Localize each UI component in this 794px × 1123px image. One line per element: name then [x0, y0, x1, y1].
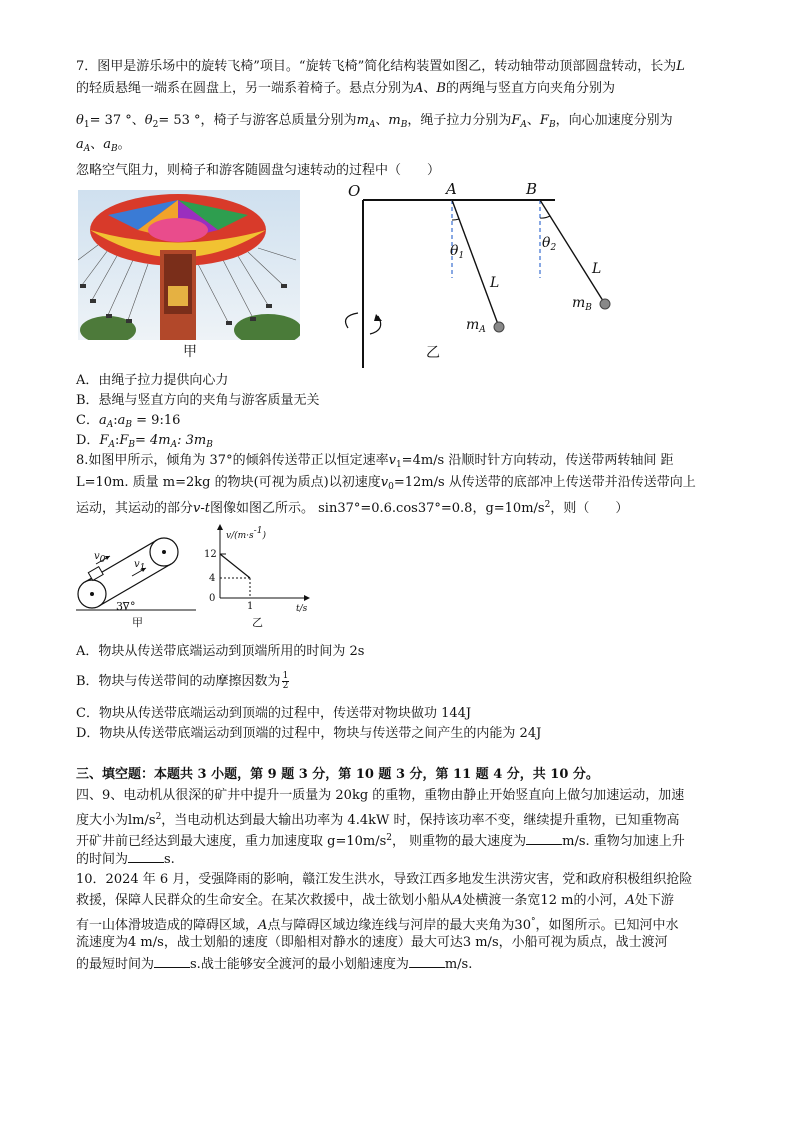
- length-label-a: L: [490, 275, 500, 291]
- q8-line3: 运动，其运动的部分v-t图像如图乙所示。 sin37°=0.6.cos37°=0.8，$g=10m/s^2$，则（ ）: [76, 500, 629, 516]
- q9-line3: 开矿井前已经达到最大速度，重力加速度取 $g=10m/s^2$， 则重物的最大速度为 m/s. 重物匀加速上升: [76, 833, 685, 849]
- theta2-label: $\theta_2$: [542, 235, 557, 253]
- q7-line4: $a_A$、$a_B$。: [76, 137, 131, 154]
- q7-option-a: A．由绳子拉力提供向心力: [76, 373, 229, 388]
- point-a-label: A: [446, 180, 457, 198]
- point-o-label: O: [348, 182, 361, 200]
- mass-a-label: $m_A$: [466, 317, 486, 335]
- vt-tick-12: 12: [204, 549, 217, 560]
- photo-caption: 甲: [183, 344, 197, 360]
- conveyor-figure: [76, 530, 196, 630]
- q8-line1: 8.如图甲所示，倾角为 37°的倾斜传送带正以恒定速率$v_1=4m/s$ 沿顺时针方向转动，传送带两转轴间 距: [76, 453, 674, 470]
- conveyor-caption: 甲: [132, 616, 143, 629]
- q9-line2: 度大小为$lm/s^2$，当电动机达到最大输出功率为 4.4kW 时，保持该功率不变，继续提升重物，已知重物高: [76, 812, 680, 828]
- q8-option-c: C．物块从传送带底端运动到顶端的过程中，传送带对物块做功 144J: [76, 706, 472, 721]
- mass-b-label: $m_B$: [572, 295, 592, 313]
- q9-line1: 四、9、电动机从很深的矿井中提升一质量为 20kg 的重物，重物由静止开始竖直向上做匀加速运动，加速: [76, 788, 685, 803]
- q9-line4: 的时间为 s.: [76, 852, 175, 867]
- vt-tick-1: 1: [247, 601, 254, 612]
- q7-option-b: B．悬绳与竖直方向的夹角与游客质量无关: [76, 393, 320, 408]
- q9-blank-2[interactable]: [128, 850, 164, 863]
- theta1-label: $\theta_1$: [450, 243, 465, 261]
- vt-tick-4: 4: [209, 573, 216, 584]
- q7-line3: $\theta_1= 37$ °、$\theta_2= 53$ °，椅子与游客总质量分别为$m_A$、$m_B$，绳子拉力分别为$F_A$、$F_B$，向心加速度分别为: [76, 113, 673, 130]
- q7-line1: 7．图甲是游乐场中的旋转飞椅”项目。“旋转飞椅”简化结构装置如图乙，转动轴带动顶部圆盘转动，长为L: [76, 59, 685, 74]
- q7-option-c: C．$a_A:a_B$ = 9:16: [76, 413, 181, 430]
- v1-label: $v_1$: [134, 559, 146, 573]
- vt-ylabel: $v/(m\cdot s^{-1})$: [226, 526, 266, 541]
- q9-blank-1[interactable]: [526, 832, 562, 845]
- q8-option-b: B．物块与传送带间的动摩擦因数为 $\frac{1}{2}$: [76, 671, 289, 691]
- swing-diagram: [330, 178, 630, 370]
- length-label-b: L: [592, 261, 602, 277]
- q10-blank-1[interactable]: [154, 955, 190, 968]
- angle-label: 37°: [116, 600, 136, 613]
- q10-line3: 有一山体滑坡造成的障碍区域，A点与障碍区域边缘连线与河岸的最大夹角为30°，如图所示。已知河中水: [76, 917, 679, 933]
- q10-line4: 流速度为4 m/s，战士划船的速度（即船相对静水的速度）最大可达3 m/s，小船可视为质点，战士渡河: [76, 935, 668, 950]
- vt-graph: [200, 520, 320, 630]
- q7-line5: 忽略空气阻力，则椅子和游客随圆盘匀速转动的过程中（ ）: [76, 163, 441, 178]
- q7-line2: 的轻质悬绳一端系在圆盘上，另一端系着椅子。悬点分别为A、B的两绳与竖直方向夹角分别为: [76, 81, 615, 96]
- q10-line5: 的最短时间为 s.战士能够安全渡河的最小划船速度为 m/s.: [76, 957, 473, 972]
- q10-blank-2[interactable]: [409, 955, 445, 968]
- q10-line2: 救援，保障人民群众的生命安全。在某次救援中，战士欲划小船从A处横渡一条宽12 m的小河，A处下游: [76, 893, 674, 908]
- vt-caption: 乙: [252, 616, 263, 629]
- vt-xlabel: t/s: [296, 604, 308, 614]
- q10-line1: 10．2024 年 6 月，受强降雨的影响，赣江发生洪水，导致江西多地发生洪涝灾害，党和政府积极组织抢险: [76, 872, 693, 887]
- section-heading: 三、填空题：本题共 3 小题，第 9 题 3 分，第 10 题 3 分，第 11 题 4 分，共 10 分。: [76, 767, 599, 782]
- q8-option-d: D．物块从传送带底端运动到顶端的过程中，物块与传送带之间产生的内能为 24J: [76, 726, 542, 741]
- point-b-label: B: [526, 180, 538, 198]
- carousel-photo: [78, 190, 300, 340]
- v0-label: $v_0$: [94, 551, 106, 565]
- diagram-caption: 乙: [426, 345, 440, 361]
- q8-option-a: A．物块从传送带底端运动到顶端所用的时间为 2s: [76, 644, 365, 659]
- vt-origin: 0: [209, 593, 216, 604]
- q7-option-d: D．$F_A:F_B= 4m_A$: $3m_B$: [76, 433, 213, 450]
- q8-line2: L=10m. 质量 m=2kg 的物块(可视为质点)以初速度$v_0=12m/s$ 从传送带的底部冲上传送带并沿传送带向上: [76, 475, 696, 492]
